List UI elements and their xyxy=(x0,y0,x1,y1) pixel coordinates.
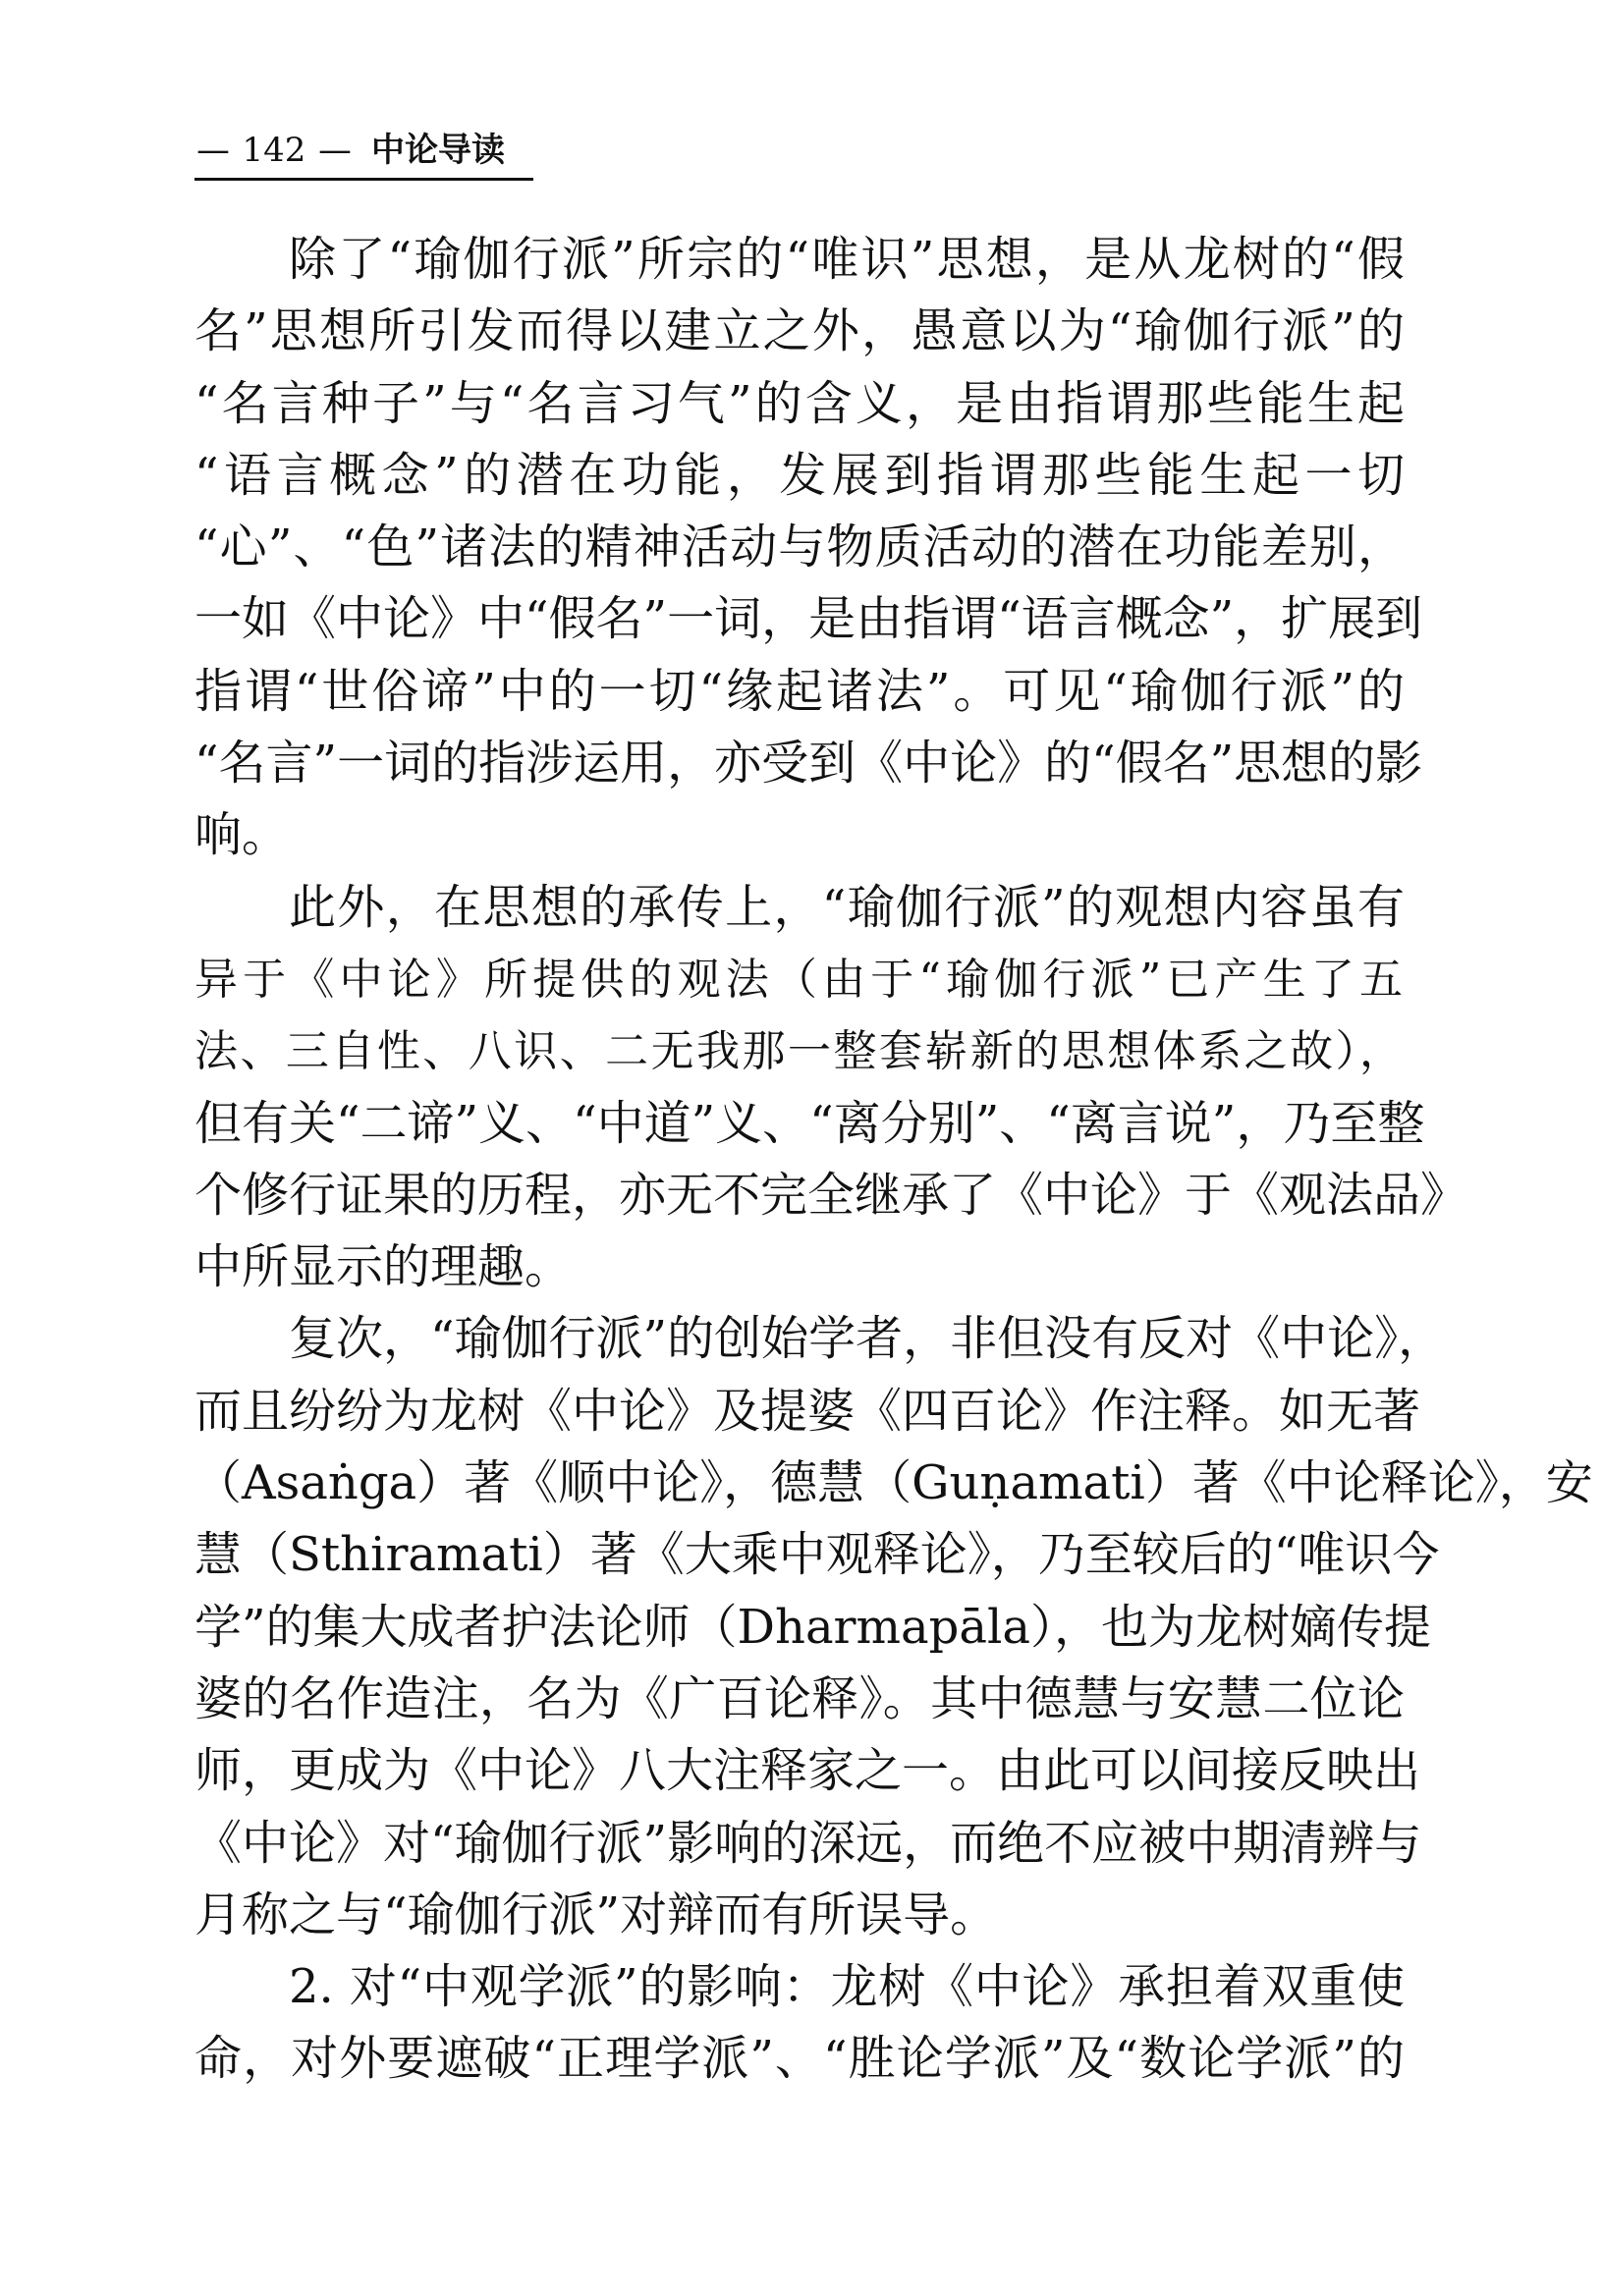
running-head xyxy=(194,126,533,175)
text-line: 指谓“世俗谛”中的一切“缘起诸法”。可见“瑜伽行派”的 xyxy=(194,663,1405,719)
book-title: 中论导读 xyxy=(371,131,505,170)
text-line: 学”的集大成者护法论师（Dharmapāla），也为龙树嫡传提 xyxy=(194,1599,1431,1655)
text-line: 复次，“瑜伽行派”的创始学者，非但没有反对《中论》， xyxy=(289,1311,1446,1367)
text-line: “名言种子”与“名言习气”的含义，是由指谓那些能生起 xyxy=(194,375,1405,431)
text-line: 除了“瑜伽行派”所宗的“唯识”思想，是从龙树的“假 xyxy=(289,232,1405,287)
text-line: （Asaṅga）著《顺中论》，德慧（Guṇamati）著《中论释论》，安 xyxy=(194,1455,1593,1511)
text-line: 师，更成为《中论》八大注释家之一。由此可以间接反映出 xyxy=(194,1743,1421,1799)
header-dash-left: — xyxy=(196,131,230,170)
header-dash-right: — xyxy=(318,131,352,170)
text-line: 异于《中论》所提供的观法（由于“瑜伽行派”已产生了五 xyxy=(194,954,1405,1005)
text-line: “心”、“色”诸法的精神活动与物质活动的潜在功能差别， xyxy=(194,519,1405,575)
text-line: 响。 xyxy=(194,807,290,863)
text-line: 法、三自性、八识、二无我那一整套崭新的思想体系之故）， xyxy=(194,1026,1405,1077)
text-line: 而且纷纷为龙树《中论》及提婆《四百论》作注释。如无著 xyxy=(194,1383,1421,1439)
text-line: 2. 对“中观学派”的影响：龙树《中论》承担着双重使 xyxy=(289,1959,1405,2015)
text-line: 此外，在思想的承传上，“瑜伽行派”的观想内容虽有 xyxy=(289,879,1405,935)
text-line: 但有关“二谛”义、“中道”义、“离分别”、“离言说”，乃至整 xyxy=(194,1095,1425,1151)
text-line: “语言概念”的潜在功能，发展到指谓那些能生起一切 xyxy=(194,447,1405,503)
text-line: 婆的名作造注，名为《广百论释》。其中德慧与安慧二位论 xyxy=(194,1670,1405,1726)
text-line: 个修行证果的历程，亦无不完全继承了《中论》于《观法品》 xyxy=(194,1167,1468,1223)
text-line: 月称之与“瑜伽行派”对辩而有所误导。 xyxy=(194,1886,998,1942)
text-line: 慧（Sthiramati）著《大乘中观释论》，乃至较后的“唯识今 xyxy=(194,1527,1440,1583)
text-line: “名言”一词的指涉运用，亦受到《中论》的“假名”思想的影 xyxy=(194,736,1423,792)
header-rule xyxy=(194,178,533,181)
text-line: 中所显示的理趣。 xyxy=(194,1239,573,1295)
text-line: 名”思想所引发而得以建立之外，愚意以为“瑜伽行派”的 xyxy=(194,303,1405,359)
text-line: 《中论》对“瑜伽行派”影响的深远，而绝不应被中期清辨与 xyxy=(194,1815,1422,1871)
text-line: 一如《中论》中“假名”一词，是由指谓“语言概念”，扩展到 xyxy=(194,591,1423,647)
body-text xyxy=(194,224,1593,2096)
page-number: 142 xyxy=(242,131,306,170)
text-line: 命，对外要遮破“正理学派”、“胜论学派”及“数论学派”的 xyxy=(194,2031,1405,2087)
